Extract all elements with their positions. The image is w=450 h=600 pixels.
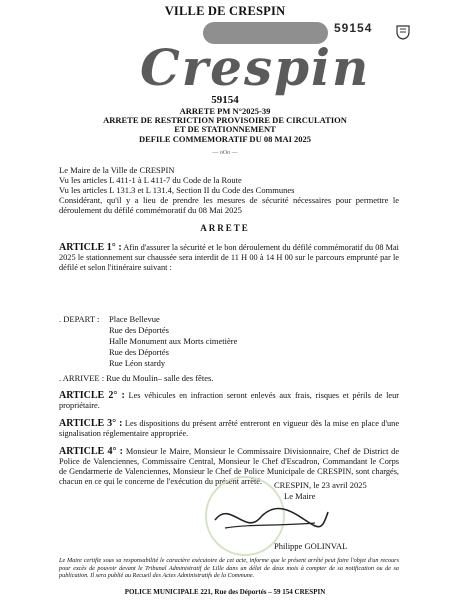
arrivee-line: . ARRIVEE : Rue du Moulin– salle des fêtes.	[59, 373, 214, 383]
arrete-number: ARRETE PM N°2025-39	[179, 106, 271, 116]
article-2	[59, 391, 399, 411]
town-heading: VILLE DE CRESPIN	[164, 4, 286, 18]
postal-code: 59154	[211, 94, 239, 106]
vu-line-2: Vu les articles L 131.3 et L 131.4, Section II du Code des Communes	[59, 185, 295, 195]
article-2-text: Les véhicules en infraction seront enlevés aux frais, risques et périls de leur propriétaire.	[59, 391, 399, 410]
article-1-label: ARTICLE 1° :	[59, 242, 122, 253]
separator-mark: — oOo —	[212, 150, 238, 156]
article-3	[59, 419, 399, 439]
crest-icon	[395, 24, 411, 40]
title-line-1: ARRETE DE RESTRICTION PROVISOIRE DE CIRCULATION	[103, 115, 347, 125]
arrete-title: ARRETE	[200, 223, 250, 233]
route-item: Rue des Déportés	[109, 325, 169, 335]
vu-line-1: Vu les articles L 411-1 à L 411-7 du Code de la Route	[59, 175, 242, 185]
route-item: Rue des Déportés	[109, 347, 169, 357]
depart-label: . DEPART :	[59, 314, 100, 324]
signature-place-date: CRESPIN, le 23 avril 2025	[274, 480, 367, 490]
signature-role: Le Maire	[284, 491, 316, 501]
title-line-3: DEFILE COMMEMORATIF DU 08 MAI 2025	[138, 134, 312, 144]
article-3-text: Les dispositions du présent arrêté entreront en vigueur dès la mise en place d'une signalisation réglementaire appropriée.	[59, 419, 400, 438]
considerant-paragraph: Considérant, qu'il y a lieu de prendre les mesures de sécurité nécessaires pour permettre le déroulement du défilé commémoratif du 08 Mai 2025	[59, 195, 399, 215]
article-2-label: ARTICLE 2° :	[59, 390, 125, 401]
title-line-2: ET DE STATIONNEMENT	[174, 124, 276, 134]
logo-postal-tag: 59154	[334, 21, 373, 35]
article-3-label: ARTICLE 3° :	[59, 418, 123, 429]
mayor-line: Le Maire de la Ville de CRESPIN	[59, 165, 175, 175]
route-item: Rue Léon stardy	[109, 358, 166, 368]
article-4-label: ARTICLE 4° :	[59, 446, 124, 457]
article-4-text: Monsieur le Maire, Monsieur le Commissaire Divisionnaire, Chef de District de Police de Valenciennes, Commissaire Central, Monsieur le Chef d'Escadron, Commandant le Corps de Gendarmerie de Valenciennes, Monsieur le Chef de Police Municipale de CRESPIN, sont chargés, chacun en ce qui le concerne de l'exécution du présent arrêté.	[59, 447, 400, 486]
article-1	[59, 243, 399, 273]
town-logo	[128, 20, 373, 97]
logo-wordmark: Crespin	[140, 38, 371, 97]
signatory-name: Philippe GOLINVAL	[274, 541, 348, 551]
route-item: Halle Monument aux Morts cimetière	[109, 336, 238, 346]
footer-address: POLICE MUNICIPALE 221, Rue des Déportés – 59 154 CRESPIN	[124, 588, 326, 596]
route-item: Place Bellevue	[109, 314, 160, 324]
legal-notice: Le Maire certifie sous sa responsabilité le caractère exécutoire de cet acte, informe que le présent arrêté peut faire l'objet d'un recours pour excès de pouvoir devant le Tribunal Administratif de Lille dans un délai de deux mois à compter de sa notification ou de sa publication. Il sera publié au Recueil des Actes Administratifs de la Commune.	[59, 557, 399, 580]
article-1-text: Afin d'assurer la sécurité et le bon déroulement du défilé commémoratif du 08 Mai 2025 le stationnement sur chaussée sera interdit de 11 H 00 à 14 H 00 sur le parcours emprunté par le défilé et selon l'itinéraire suivant :	[59, 243, 399, 272]
